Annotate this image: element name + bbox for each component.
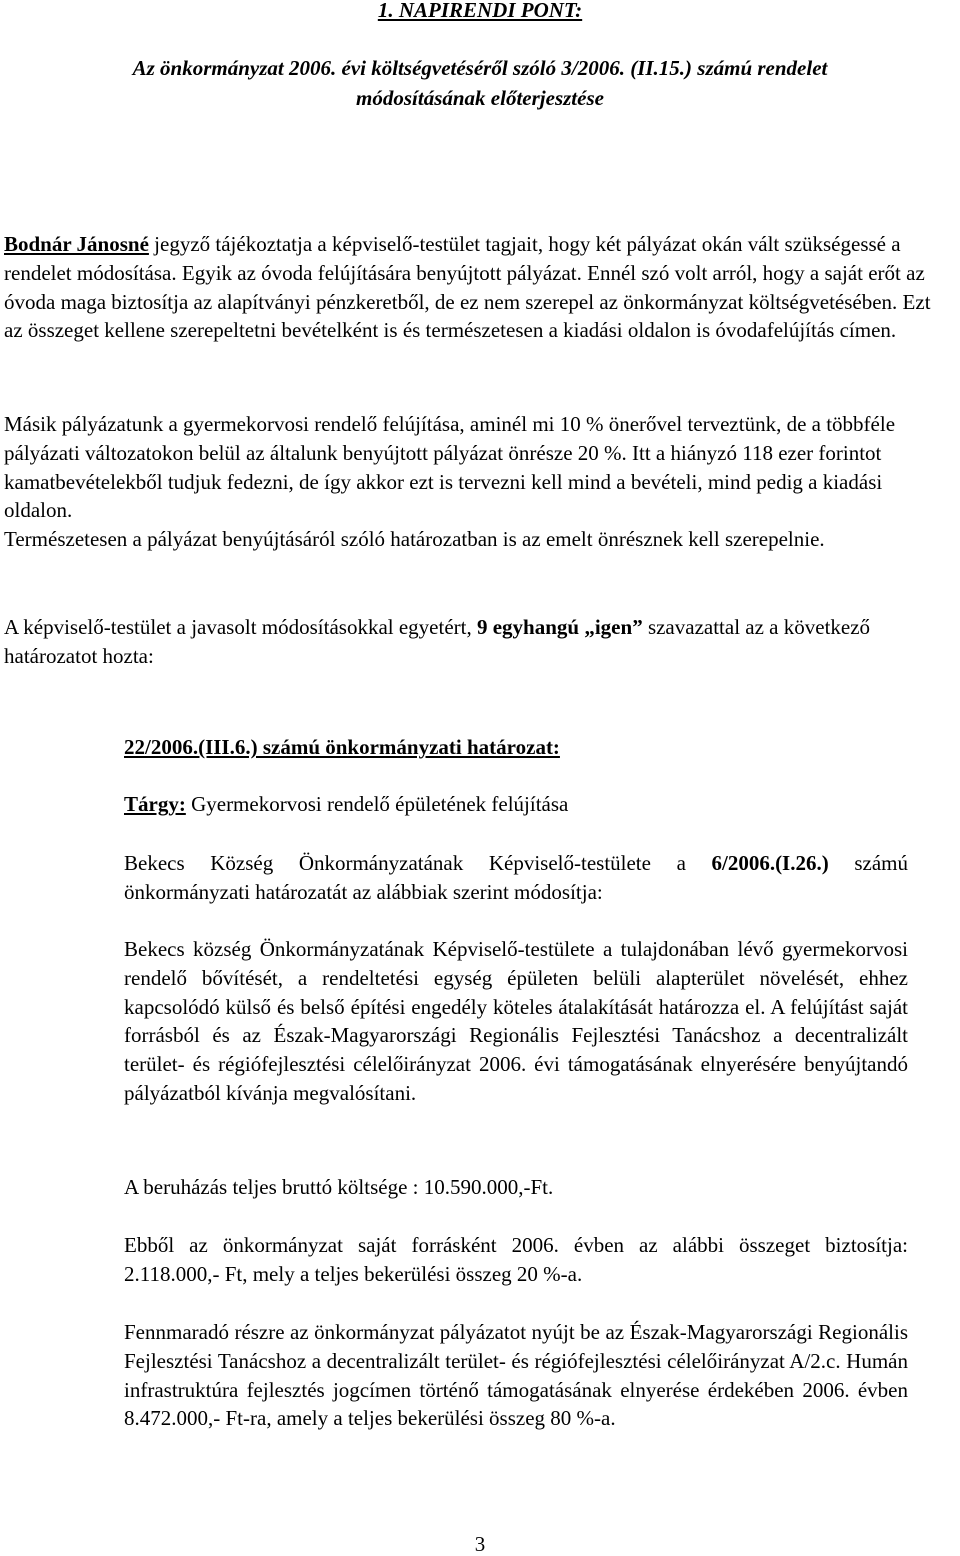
vote-result: igen	[594, 615, 633, 639]
vote-text-after: szavazattal az a következő határozatot hozta:	[4, 615, 871, 668]
vote-quote-open: „	[584, 615, 595, 639]
intro-paragraph	[4, 230, 949, 345]
subject-text: Gyermekorvosi rendelő épületének felújítása	[185, 792, 569, 816]
second-tender-paragraph: Másik pályázatunk a gyermekorvosi rendelő felújítása, aminél mi 10 % önerővel terveztünk, de a többféle pályázati változatokon belül az általunk benyújtott pályázat önrésze 20 %. Itt a hiányzó 118 ezer forintot kamatbevételekből tudjuk fedezni, de így akkor ezt is tervezni kell mind a bevételi, mind pedig a kiadási oldalon.	[4, 412, 896, 523]
resolution-number-text: 22/2006.(III.6.) számú önkormányzati határozat:	[124, 735, 560, 759]
self-share-paragraph: Természetesen a pályázat benyújtásáról szóló határozatban is az emelt önrésznek kell szerepelnie.	[4, 527, 825, 551]
modification-text-2: számú önkormányzati határozatát az alábbiak szerint módosítja:	[124, 851, 908, 904]
page-number: 3	[474, 1532, 486, 1556]
vote-text-before: A képviselő-testület a javasolt módosításokkal egyetért,	[4, 615, 477, 639]
vote-count: 9 egyhangú	[476, 615, 585, 639]
vote-quote-close: ”	[632, 615, 643, 639]
intro-text: jegyző tájékoztatja a képviselő-testület tagjait, hogy két pályázat okán vált szükségessé a rendelet módosítása. Egyik az óvoda felújítására benyújtott pályázat. Ennél szó volt arról, hogy a saját erőt az óvoda maga biztosítja az alapítványi pénzkeretből, de ez nem szerepel az önkormányzat költségvetésében. Ezt az összeget kellene szerepeltetni bevételként is és természetesen a kiadási oldalon is óvodafelújítás címen.	[4, 232, 931, 343]
remaining-part-paragraph: Fennmaradó részre az önkormányzat pályázatot nyújt be az Észak-Magyarországi Regionális Fejlesztési Tanácshoz a decentralizált terület- és régiófejlesztési célelőirányzat A/2.c. Humán infrastruktúra fejlesztés jogcímen történő támogatásának elnyerése érdekében 2006. évben 8.472.000,- Ft-ra, amely a teljes bekerülési összeg 80 %-a.	[124, 1320, 908, 1431]
own-source-paragraph: Ebből az önkormányzat saját forrásként 2006. évben az alábbi összeget biztosítja: 2.118.000,- Ft, mely a teljes bekerülési összeg 20 %-a.	[124, 1233, 908, 1286]
resolution-decision-paragraph: Bekecs község Önkormányzatának Képviselő-testülete a tulajdonában lévő gyermekorvosi rendelő bővítését, a rendeltetési egység épületen belüli alapterület növelését, ehhez kapcsolódó külső és belső építési engedély köteles átalakítását határozza el. A felújítást saját forrásból és az Észak-Magyarországi Regionális Fejlesztési Tanácshoz a decentralizált terület- és régiófejlesztési célelőirányzat 2006. évi támogatásának elnyerésére benyújtandó pályázatból kívánja megvalósítani.	[124, 937, 908, 1105]
agenda-subject-line-1: Az önkormányzat 2006. évi költségvetéséről szóló 3/2006. (II.15.) számú rendelet	[132, 56, 828, 80]
resolution-modification-paragraph	[124, 849, 908, 907]
total-cost-paragraph: A beruházás teljes bruttó költsége : 10.590.000,-Ft.	[124, 1175, 554, 1199]
modification-text: Bekecs Község Önkormányzatának Képviselő-testülete a	[124, 851, 712, 875]
original-resolution-ref: 6/2006.(I.26.)	[711, 851, 829, 875]
subject-label: Tárgy:	[124, 792, 186, 816]
speaker-name: Bodnár Jánosné	[4, 232, 149, 256]
agenda-point-heading: 1. NAPIRENDI PONT:	[377, 0, 583, 22]
resolution-number	[124, 733, 908, 762]
resolution-subject	[124, 790, 908, 819]
agenda-subject-line-2: módosításának előterjesztése	[356, 86, 604, 110]
vote-paragraph	[4, 613, 949, 671]
